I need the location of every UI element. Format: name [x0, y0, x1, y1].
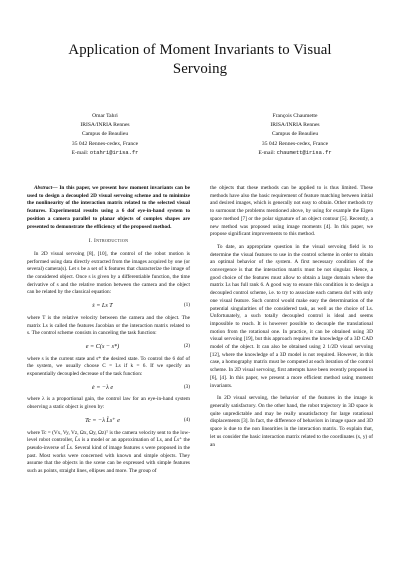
author-address-line: Campus de Beaulieu [271, 131, 319, 138]
equation-formula: ė = −λ e [91, 383, 114, 391]
body-paragraph: In 2D visual servoing [8], [10], the control of the robot motion is performed using data directly extracted from the images acquired by one (or several) camera(s). Let s be a set of k features that characterize the image of the considered object. Once s is given by a differentiable function, the time derivative of s and the relative motion between the camera and the object can be related by the classical equation: [27, 250, 190, 296]
equation-formula: e = C(s − s*) [85, 342, 120, 350]
author-affiliation: IRISA/INRIA Rennes [80, 122, 130, 129]
abstract [27, 185, 190, 231]
abstract-text: — In this paper, we present how moment invariants can be used to design a decoupled 2D visual servoing scheme and to minimize the nonlinearity of the interaction matrix related to the selected visual features. Experimental results using a 6 dof eye-in-hand system to position a camera parallel to planar objects of complex shapes are presented to demonstrate the efficiency of the proposed method. [27, 185, 190, 230]
right-column [210, 185, 373, 449]
left-column [27, 185, 190, 476]
body-paragraph: where Tc = (Vx, Vy, Vz, Ωx, Ωy, Ωz)ᵀ is the camera velocity sent to the low-level robot controller, L̂s is a model or an approximation of Ls, and L̂s⁺ the pseudo-inverse of L̂s. Several kind of image features s were proposed in the past. Most works were concerned with known and simple objects. They assume that the objects in the scene can be expressed with simple features such as points, straight lines, ellipses and more. The group of [27, 429, 190, 475]
abstract-lead: Abstract [34, 185, 53, 191]
equation-2 [27, 343, 190, 351]
equation-number: (3) [183, 383, 190, 390]
author-address-line: 35 042 Rennes-cedex, France [261, 140, 329, 147]
body-paragraph: To date, an appropriate question in the visual servoing field is to determine the visual features to use in the control scheme in order to obtain an optimal behavior of the system. A first necessary condition of the convergence is that the interaction matrix must be not singular. Hence, a good choice of the features must allow to obtain a large domain where the matrix Ls has full rank 6. A good way to ensure this condition is to design a decoupled control scheme, i.e. to try to associate each camera dof with only one visual feature. Such control would make easy the determination of the potential singularities of the considered task, as well as the choice of Ls. Unfortunately, a such totally decoupled control is ideal and seems impossible to reach. It is however possible to decouple the translational motion from the rotational one. In practice, it can be obtained using 3D visual servoing [19], but this approach requires the knowledge of a 3D CAD model of the object. It can also be obtained using 2 1/2D visual servoing [12], where the knowledge of a 3D model is not required. However, in this case, a homography matrix must be computed at each iteration of the control scheme. In 2D visual servoing, first attempts have been recently proposed in [6], [4]. In this paper, we present a more efficient method using moment invariants. [210, 243, 373, 389]
author-email: otahri@irisa.fr [89, 149, 139, 156]
author-block-1 [30, 112, 180, 158]
section-heading: I. Introduction [88, 238, 129, 245]
equation-3 [27, 384, 190, 392]
body-paragraph: where T is the relative velocity between the camera and the object. The matrix Ls is called the features Jacobian or the interaction matrix related to s. The control scheme consists in canceling the task function: [27, 314, 190, 337]
author-email: chaumett@irisa.fr [276, 149, 332, 156]
author-block-2 [220, 112, 370, 158]
body-paragraph: In 2D visual servoing, the behavior of the features in the image is generally satisfactory. On the other hand, the robot trajectory in 3D space is quite unpredictable and may be really unsatisfactory for large rotational displacements [3]. In fact, the difference of behaviors in image space and 3D space is due to the non linearities in the interaction matrix. To explain that, let us consider the basic interaction matrix related to the coordinates (x, y) of an [210, 395, 373, 448]
equation-1 [27, 302, 190, 310]
author-address-line: Campus de Beaulieu [81, 131, 129, 138]
equation-4 [27, 417, 190, 425]
email-label: E-mail: [71, 149, 89, 156]
author-name: François Chaumette [272, 113, 318, 119]
author-name: Omar Tahri [92, 113, 118, 119]
email-label: E-mail: [258, 149, 276, 156]
paper-title: Application of Moment Invariants to Visual Servoing [68, 42, 332, 77]
equation-formula: Tc = −λ L̂s⁺ e [85, 416, 120, 424]
equation-formula: ṡ = Ls T [92, 302, 113, 310]
author-email-line [30, 149, 180, 158]
author-email-line [220, 149, 370, 158]
body-paragraph: where λ is a proportional gain, the control law for an eye-in-hand system observing a static object is given by: [27, 396, 190, 411]
author-affiliation: IRISA/INRIA Rennes [270, 122, 320, 129]
body-paragraph: the objects that these methods can be applied to is thus limited. These methods have also the basic requirement of feature matching between initial and desired images, which is generally not easy to obtain. Other methods try to surmount the problems mentioned above, by using for example the Eigen space method [7] or the polar signature of an object contour [5]. Recently, a new method was proposed using image moments [4]. In this paper, we propose significant improvements to this method. [210, 185, 373, 238]
author-address-line: 35 042 Rennes-cedex, France [71, 140, 139, 147]
equation-number: (2) [183, 342, 190, 349]
equation-number: (1) [183, 302, 190, 309]
equation-number: (4) [183, 416, 190, 423]
body-paragraph: where s is the current state and s* the desired state. To control the 6 dof of the system, we usually choose C = Ls if k = 6. If we specify an exponentially decoupled decrease of the task function: [27, 355, 190, 378]
